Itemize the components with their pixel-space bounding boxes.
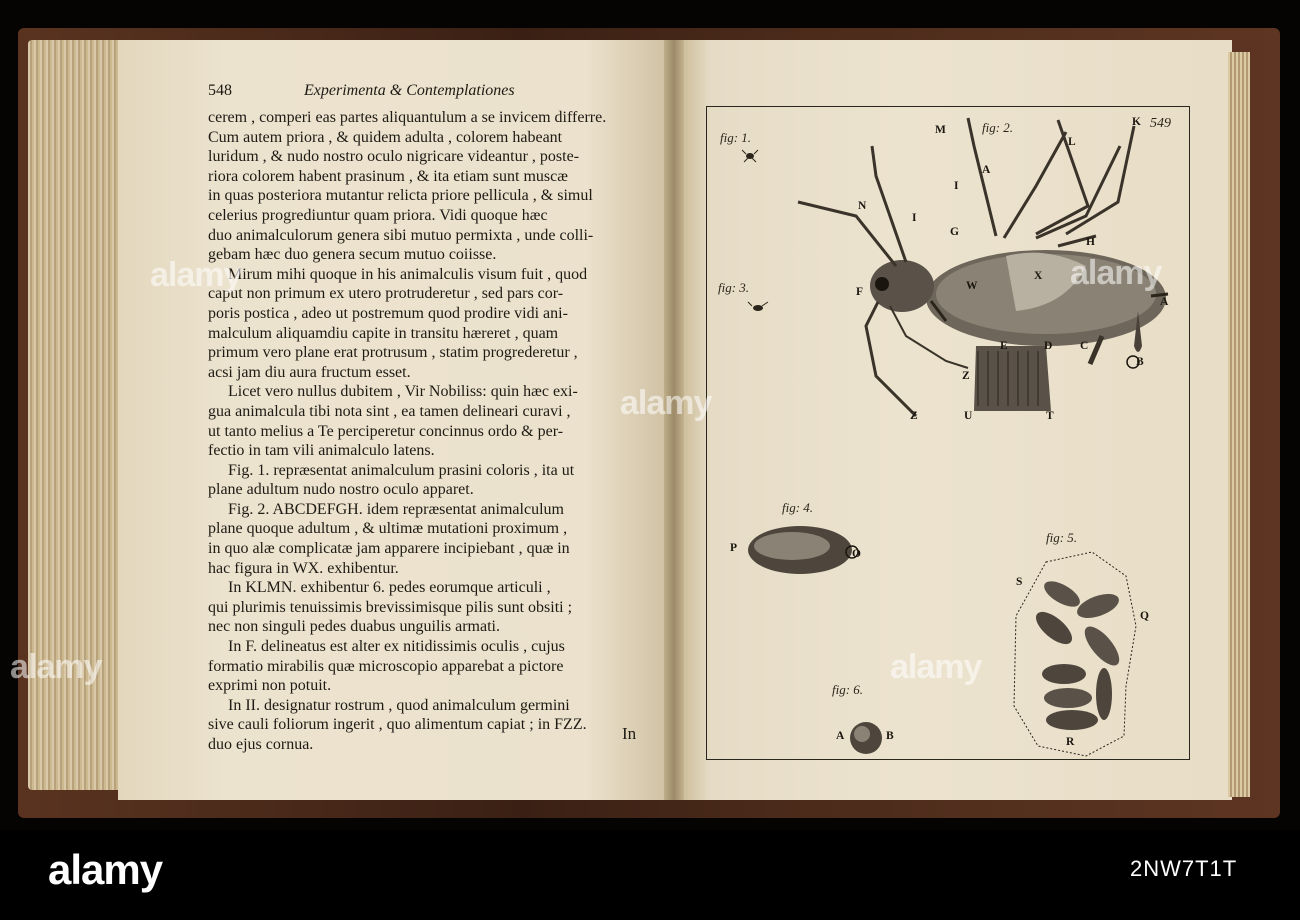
plate-letter: N <box>858 200 867 212</box>
fig-5-label: fig: 5. <box>1046 530 1078 545</box>
fig-5-cluster <box>1014 552 1136 756</box>
text-line: In KLMN. exhibentur 6. pedes eorumque articuli , <box>228 579 551 597</box>
text-line: gua animalcula tibi nota sint , ea tamen delineari curavi , <box>208 402 571 420</box>
plate-letter: D <box>1044 340 1053 352</box>
fig-2-label: fig: 2. <box>982 120 1014 135</box>
text-line: luridum , & nudo nostro oculo nigricare videantur , poste- <box>208 148 580 166</box>
text-line: Fig. 2. ABCDEFGH. idem repræsentat animalculum <box>228 500 564 518</box>
plate-letter: T <box>1046 410 1054 422</box>
text-line: acsi jam diu aura fructum esset. <box>208 363 411 381</box>
text-line: sive cauli foliorum ingerit , quo alimentum capiat ; in FZZ. <box>208 716 587 734</box>
watermark: alamy <box>1070 254 1162 292</box>
body-text <box>208 108 648 755</box>
fig-1-insect <box>742 150 758 162</box>
plate-letter: S <box>1016 576 1023 588</box>
text-line: Licet vero nullus dubitem , Vir Nobiliss: quin hæc exi- <box>228 383 578 401</box>
fig-3-insect <box>748 302 768 311</box>
text-line: ut tanto melius a Te perciperetur concinnus ordo & per- <box>208 422 564 440</box>
plate-letter: P <box>730 542 738 554</box>
fig-6-label: fig: 6. <box>832 682 864 697</box>
plate-letter: Z <box>910 410 918 422</box>
plate-letter: L <box>1068 136 1076 148</box>
plate-letter: E <box>1000 340 1008 352</box>
fig-4-label: fig: 4. <box>782 500 814 515</box>
running-title: Experimenta & Contemplationes <box>304 82 515 99</box>
plate-letter: I <box>912 212 917 224</box>
plate-letter: X <box>1034 270 1043 282</box>
text-line: qui plurimis tenuissimis brevissimisque pilis sunt obsiti ; <box>208 598 573 616</box>
page-edges-right <box>1228 52 1250 797</box>
text-line: cerem , comperi eas partes aliquantulum a se invicem differre. <box>208 109 607 126</box>
text-line: plane quoque adultum , & ultimæ mutationi proximum , <box>208 520 568 538</box>
plate-letter: A <box>1160 296 1169 308</box>
text-line: formatio mirabilis quæ microscopio apparebat a pictore <box>208 657 564 675</box>
fig-3-label: fig: 3. <box>718 280 750 295</box>
plate-letter: A <box>836 730 845 742</box>
left-page-text <box>208 82 648 755</box>
watermark: alamy <box>10 648 102 686</box>
text-line: duo animalculorum genera sibi mutuo permixta , unde colli- <box>208 226 594 244</box>
text-line: in quo alæ complicatæ jam apparere incipiebant , quæ in <box>208 540 570 558</box>
watermark: alamy <box>620 384 712 422</box>
text-line: hac figura in WX. exhibentur. <box>208 559 399 577</box>
plate-letter: K <box>1132 116 1141 128</box>
page-header <box>208 82 648 108</box>
plate-letter: B <box>886 730 894 742</box>
plate-letter: M <box>935 124 946 136</box>
plate-letter: R <box>1066 736 1075 748</box>
fig-6-egg <box>850 722 882 754</box>
text-line: gebam hæc duo genera secum mutuo coiisse. <box>208 246 497 264</box>
text-line: plane adultum nudo nostro oculo apparet. <box>208 481 474 499</box>
text-line: In F. delineatus est alter ex nitidissimis oculis , cujus <box>228 638 565 656</box>
plate-page-number: 549 <box>1150 116 1171 131</box>
plate-letter: C <box>1080 340 1089 352</box>
plate-letter: F <box>856 286 864 298</box>
fig-4-pupa <box>748 526 858 574</box>
text-line: fectio in tam vili animalculo latens. <box>208 442 435 460</box>
text-line: Fig. 1. repræsentat animalculum prasini coloris , ita ut <box>228 461 575 479</box>
text-line: in quas posteriora mutantur relicta priore pellicula , & simul <box>208 187 593 205</box>
plate-letter: H <box>1086 236 1095 248</box>
text-line: Mirum mihi quoque in his animalculis visum fuit , quod <box>228 265 588 283</box>
catchword: In <box>622 724 637 743</box>
plate-letter: W <box>966 280 978 292</box>
text-line: nec non singuli pedes duabus unguilis armati. <box>208 618 500 636</box>
text-line: Cum autem priora , & quidem adulta , colorem habeant <box>208 128 563 146</box>
text-line: primum vero plane erat protrusum , statim progrederetur , <box>208 344 578 362</box>
text-line: poris postica , adeo ut postremum quod prodire vidi ani- <box>208 304 568 322</box>
plate-letter: O <box>852 548 861 560</box>
page-number: 548 <box>208 82 232 99</box>
plate-letter: Q <box>1140 610 1149 622</box>
watermark: alamy <box>890 648 982 686</box>
text-line: riora colorem habent prasinum , & ita etiam sunt muscæ <box>208 167 568 185</box>
text-line: caput non primum ex utero protruderetur , sed pars cor- <box>208 285 564 303</box>
image-id: 2NW7T1T <box>1130 856 1238 881</box>
text-line: duo ejus cornua. <box>208 736 314 753</box>
plate-letter: Z <box>962 370 970 382</box>
plate-letter: I <box>954 180 959 192</box>
plate-letter: G <box>950 226 959 238</box>
fig-1-label: fig: 1. <box>720 130 752 145</box>
text-line: In II. designatur rostrum , quod animalculum germini <box>228 696 570 714</box>
watermark: alamy <box>150 256 242 294</box>
text-line: malculum aliquamdiu capite in transitu hæreret , quam <box>208 324 559 342</box>
plate-letter: U <box>964 410 973 422</box>
plate-letter: B <box>1136 356 1144 368</box>
plate-letter: A <box>982 164 991 176</box>
text-line: celerius progrediuntur quam priora. Vidi quoque hæc <box>208 206 548 224</box>
text-line: exprimi non potuit. <box>208 677 332 695</box>
alamy-logo: alamy <box>48 846 163 893</box>
